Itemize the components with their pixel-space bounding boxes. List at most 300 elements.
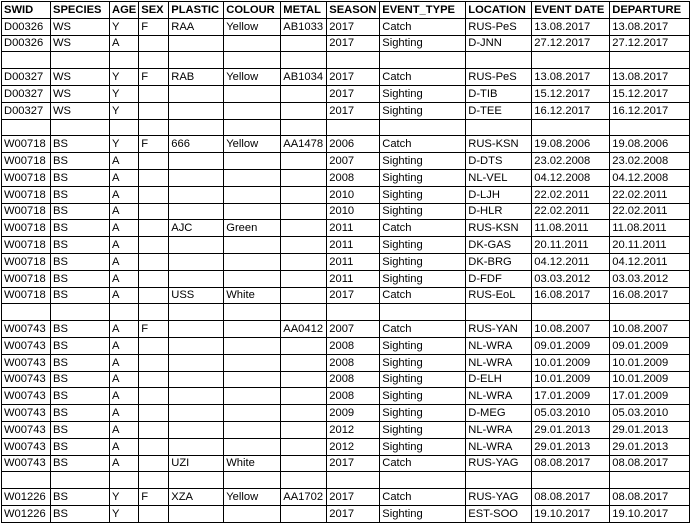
table-row bbox=[2, 455, 690, 472]
cell-metal bbox=[281, 505, 327, 522]
cell-season: 2011 bbox=[327, 220, 380, 237]
cell-age: A bbox=[110, 253, 139, 270]
cell-location: RUS-PeS bbox=[466, 18, 532, 35]
cell-age: Y bbox=[110, 18, 139, 35]
cell-age: Y bbox=[110, 489, 139, 506]
cell-swid: W00743 bbox=[2, 405, 51, 422]
cell-event-type: Sighting bbox=[380, 371, 466, 388]
cell-event-type bbox=[380, 52, 466, 69]
cell-departure: 29.01.2013 bbox=[610, 438, 690, 455]
cell-plastic bbox=[169, 102, 224, 119]
cell-age: A bbox=[110, 153, 139, 170]
cell-species: BS bbox=[51, 455, 110, 472]
cell-plastic bbox=[169, 354, 224, 371]
cell-departure bbox=[610, 119, 690, 136]
cell-location: D-DTS bbox=[466, 153, 532, 170]
cell-season bbox=[327, 119, 380, 136]
cell-departure: 03.03.2012 bbox=[610, 270, 690, 287]
cell-departure: 22.02.2011 bbox=[610, 186, 690, 203]
cell-location: D-FDF bbox=[466, 270, 532, 287]
table-row bbox=[2, 405, 690, 422]
cell-metal bbox=[281, 153, 327, 170]
column-header-departure: DEPARTURE bbox=[610, 2, 690, 19]
cell-species: WS bbox=[51, 69, 110, 86]
cell-season: 2017 bbox=[327, 18, 380, 35]
cell-season: 2017 bbox=[327, 505, 380, 522]
column-header-location: LOCATION bbox=[466, 2, 532, 19]
cell-colour: Yellow bbox=[224, 136, 281, 153]
cell-season: 2017 bbox=[327, 69, 380, 86]
cell-metal bbox=[281, 52, 327, 69]
cell-location bbox=[466, 119, 532, 136]
cell-age: Y bbox=[110, 102, 139, 119]
cell-swid: W00718 bbox=[2, 270, 51, 287]
cell-plastic: XZA bbox=[169, 489, 224, 506]
cell-location: NL-WRA bbox=[466, 354, 532, 371]
cell-plastic bbox=[169, 35, 224, 52]
cell-plastic: USS bbox=[169, 287, 224, 304]
cell-species: BS bbox=[51, 186, 110, 203]
cell-sex bbox=[139, 388, 169, 405]
column-header-age: AGE bbox=[110, 2, 139, 19]
table-row bbox=[2, 287, 690, 304]
cell-departure: 13.08.2017 bbox=[610, 69, 690, 86]
column-header-metal: METAL bbox=[281, 2, 327, 19]
cell-departure: 17.01.2009 bbox=[610, 388, 690, 405]
cell-colour bbox=[224, 102, 281, 119]
cell-plastic bbox=[169, 371, 224, 388]
cell-species bbox=[51, 304, 110, 321]
cell-event-type: Sighting bbox=[380, 203, 466, 220]
table-row bbox=[2, 69, 690, 86]
table-row bbox=[2, 102, 690, 119]
cell-event-date: 23.02.2008 bbox=[532, 153, 610, 170]
records-table bbox=[1, 1, 690, 523]
cell-departure bbox=[610, 472, 690, 489]
cell-season: 2008 bbox=[327, 388, 380, 405]
cell-departure: 10.01.2009 bbox=[610, 354, 690, 371]
cell-event-date: 20.11.2011 bbox=[532, 237, 610, 254]
cell-event-date bbox=[532, 472, 610, 489]
cell-metal bbox=[281, 270, 327, 287]
cell-departure: 19.10.2017 bbox=[610, 505, 690, 522]
cell-event-type: Sighting bbox=[380, 153, 466, 170]
cell-location: EST-SOO bbox=[466, 505, 532, 522]
cell-location bbox=[466, 472, 532, 489]
cell-plastic bbox=[169, 119, 224, 136]
column-header-swid: SWID bbox=[2, 2, 51, 19]
cell-event-date: 16.08.2017 bbox=[532, 287, 610, 304]
cell-age: A bbox=[110, 321, 139, 338]
cell-plastic bbox=[169, 421, 224, 438]
table-row bbox=[2, 270, 690, 287]
table-row bbox=[2, 253, 690, 270]
header-row bbox=[2, 2, 690, 19]
cell-colour bbox=[224, 237, 281, 254]
cell-species: BS bbox=[51, 421, 110, 438]
cell-sex bbox=[139, 438, 169, 455]
cell-event-type: Catch bbox=[380, 136, 466, 153]
cell-colour bbox=[224, 35, 281, 52]
cell-sex bbox=[139, 405, 169, 422]
cell-sex bbox=[139, 505, 169, 522]
cell-species: BS bbox=[51, 270, 110, 287]
cell-species: BS bbox=[51, 438, 110, 455]
cell-departure: 11.08.2011 bbox=[610, 220, 690, 237]
cell-season: 2017 bbox=[327, 85, 380, 102]
cell-age: A bbox=[110, 337, 139, 354]
cell-metal: AB1033 bbox=[281, 18, 327, 35]
cell-colour: Yellow bbox=[224, 489, 281, 506]
cell-plastic bbox=[169, 321, 224, 338]
cell-plastic: AJC bbox=[169, 220, 224, 237]
cell-age: A bbox=[110, 203, 139, 220]
cell-event-date: 22.02.2011 bbox=[532, 203, 610, 220]
cell-event-date bbox=[532, 52, 610, 69]
table-row bbox=[2, 169, 690, 186]
cell-plastic bbox=[169, 405, 224, 422]
cell-season: 2017 bbox=[327, 455, 380, 472]
cell-event-date: 05.03.2010 bbox=[532, 405, 610, 422]
cell-plastic bbox=[169, 85, 224, 102]
cell-sex bbox=[139, 472, 169, 489]
cell-event-date: 09.01.2009 bbox=[532, 337, 610, 354]
cell-sex bbox=[139, 119, 169, 136]
cell-sex bbox=[139, 337, 169, 354]
cell-season: 2008 bbox=[327, 337, 380, 354]
cell-plastic bbox=[169, 253, 224, 270]
cell-event-date: 10.01.2009 bbox=[532, 354, 610, 371]
cell-metal bbox=[281, 287, 327, 304]
spacer-row bbox=[2, 52, 690, 69]
cell-colour: Yellow bbox=[224, 69, 281, 86]
cell-age bbox=[110, 304, 139, 321]
cell-plastic bbox=[169, 505, 224, 522]
cell-metal bbox=[281, 237, 327, 254]
cell-sex bbox=[139, 253, 169, 270]
cell-location: RUS-YAN bbox=[466, 321, 532, 338]
cell-sex: F bbox=[139, 489, 169, 506]
cell-event-type bbox=[380, 119, 466, 136]
cell-event-type: Sighting bbox=[380, 438, 466, 455]
cell-age: Y bbox=[110, 505, 139, 522]
cell-swid: W00743 bbox=[2, 321, 51, 338]
cell-location: NL-WRA bbox=[466, 388, 532, 405]
cell-event-date: 08.08.2017 bbox=[532, 455, 610, 472]
cell-metal bbox=[281, 253, 327, 270]
cell-location: D-HLR bbox=[466, 203, 532, 220]
cell-species: BS bbox=[51, 371, 110, 388]
cell-age bbox=[110, 472, 139, 489]
cell-swid bbox=[2, 304, 51, 321]
cell-event-type bbox=[380, 472, 466, 489]
cell-swid: W00718 bbox=[2, 203, 51, 220]
cell-event-type: Catch bbox=[380, 489, 466, 506]
cell-metal: AA1702 bbox=[281, 489, 327, 506]
cell-sex bbox=[139, 287, 169, 304]
column-header-species: SPECIES bbox=[51, 2, 110, 19]
cell-event-type: Sighting bbox=[380, 169, 466, 186]
cell-season: 2017 bbox=[327, 287, 380, 304]
cell-season: 2008 bbox=[327, 169, 380, 186]
cell-swid: W00743 bbox=[2, 337, 51, 354]
column-header-event-type: EVENT_TYPE bbox=[380, 2, 466, 19]
cell-sex bbox=[139, 169, 169, 186]
cell-swid: W00718 bbox=[2, 287, 51, 304]
cell-age: Y bbox=[110, 69, 139, 86]
cell-sex: F bbox=[139, 136, 169, 153]
table-row bbox=[2, 220, 690, 237]
cell-location: RUS-YAG bbox=[466, 455, 532, 472]
cell-swid: D00327 bbox=[2, 102, 51, 119]
table-row bbox=[2, 203, 690, 220]
cell-swid: D00327 bbox=[2, 85, 51, 102]
cell-season: 2011 bbox=[327, 237, 380, 254]
cell-event-type: Sighting bbox=[380, 505, 466, 522]
cell-swid: W00743 bbox=[2, 388, 51, 405]
cell-departure: 20.11.2011 bbox=[610, 237, 690, 254]
cell-season: 2011 bbox=[327, 253, 380, 270]
cell-event-date: 17.01.2009 bbox=[532, 388, 610, 405]
cell-event-type: Catch bbox=[380, 287, 466, 304]
column-header-event-date: EVENT DATE bbox=[532, 2, 610, 19]
spacer-row bbox=[2, 119, 690, 136]
table-row bbox=[2, 237, 690, 254]
cell-metal bbox=[281, 472, 327, 489]
cell-location: D-MEG bbox=[466, 405, 532, 422]
cell-season: 2011 bbox=[327, 270, 380, 287]
cell-event-type: Sighting bbox=[380, 337, 466, 354]
cell-location: NL-VEL bbox=[466, 169, 532, 186]
cell-colour: Yellow bbox=[224, 18, 281, 35]
cell-species: BS bbox=[51, 354, 110, 371]
cell-swid: W00743 bbox=[2, 438, 51, 455]
cell-colour bbox=[224, 304, 281, 321]
cell-species: WS bbox=[51, 102, 110, 119]
cell-sex bbox=[139, 35, 169, 52]
cell-departure: 09.01.2009 bbox=[610, 337, 690, 354]
cell-event-date: 15.12.2017 bbox=[532, 85, 610, 102]
cell-age: A bbox=[110, 220, 139, 237]
cell-sex bbox=[139, 421, 169, 438]
cell-species: BS bbox=[51, 489, 110, 506]
cell-species: BS bbox=[51, 337, 110, 354]
cell-sex bbox=[139, 270, 169, 287]
cell-event-date: 22.02.2011 bbox=[532, 186, 610, 203]
cell-colour bbox=[224, 253, 281, 270]
cell-departure: 16.12.2017 bbox=[610, 102, 690, 119]
cell-season: 2007 bbox=[327, 321, 380, 338]
cell-metal bbox=[281, 371, 327, 388]
cell-species: BS bbox=[51, 321, 110, 338]
cell-swid: W00743 bbox=[2, 455, 51, 472]
cell-event-type: Sighting bbox=[380, 85, 466, 102]
cell-departure: 27.12.2017 bbox=[610, 35, 690, 52]
cell-species: BS bbox=[51, 505, 110, 522]
cell-event-date: 13.08.2017 bbox=[532, 69, 610, 86]
cell-swid bbox=[2, 472, 51, 489]
cell-species: BS bbox=[51, 136, 110, 153]
cell-location bbox=[466, 304, 532, 321]
cell-sex: F bbox=[139, 18, 169, 35]
cell-age: A bbox=[110, 270, 139, 287]
cell-location: DK-GAS bbox=[466, 237, 532, 254]
cell-species: BS bbox=[51, 253, 110, 270]
cell-departure: 16.08.2017 bbox=[610, 287, 690, 304]
cell-event-date: 19.08.2006 bbox=[532, 136, 610, 153]
cell-location: RUS-KSN bbox=[466, 136, 532, 153]
cell-colour bbox=[224, 438, 281, 455]
cell-plastic: RAA bbox=[169, 18, 224, 35]
cell-sex bbox=[139, 220, 169, 237]
cell-plastic bbox=[169, 169, 224, 186]
cell-metal bbox=[281, 337, 327, 354]
cell-location: RUS-PeS bbox=[466, 69, 532, 86]
cell-event-date: 29.01.2013 bbox=[532, 421, 610, 438]
cell-metal bbox=[281, 119, 327, 136]
cell-location: D-TEE bbox=[466, 102, 532, 119]
cell-age bbox=[110, 52, 139, 69]
cell-plastic: UZI bbox=[169, 455, 224, 472]
table-row bbox=[2, 18, 690, 35]
cell-swid: W00718 bbox=[2, 253, 51, 270]
cell-swid: W00718 bbox=[2, 153, 51, 170]
cell-swid: W00718 bbox=[2, 186, 51, 203]
cell-metal bbox=[281, 203, 327, 220]
cell-species: BS bbox=[51, 153, 110, 170]
cell-location: D-LJH bbox=[466, 186, 532, 203]
cell-colour bbox=[224, 85, 281, 102]
cell-species: BS bbox=[51, 405, 110, 422]
cell-sex bbox=[139, 237, 169, 254]
cell-location: NL-WRA bbox=[466, 337, 532, 354]
cell-age: A bbox=[110, 405, 139, 422]
cell-sex bbox=[139, 153, 169, 170]
cell-metal bbox=[281, 186, 327, 203]
cell-colour: White bbox=[224, 287, 281, 304]
cell-species bbox=[51, 472, 110, 489]
cell-event-type: Sighting bbox=[380, 421, 466, 438]
spacer-row bbox=[2, 304, 690, 321]
cell-metal bbox=[281, 102, 327, 119]
cell-plastic bbox=[169, 337, 224, 354]
cell-season: 2008 bbox=[327, 371, 380, 388]
cell-location: RUS-EoL bbox=[466, 287, 532, 304]
cell-plastic bbox=[169, 52, 224, 69]
cell-colour bbox=[224, 270, 281, 287]
cell-metal bbox=[281, 85, 327, 102]
cell-season: 2012 bbox=[327, 438, 380, 455]
cell-event-date: 10.08.2007 bbox=[532, 321, 610, 338]
cell-swid: D00326 bbox=[2, 18, 51, 35]
cell-metal bbox=[281, 438, 327, 455]
cell-event-date: 10.01.2009 bbox=[532, 371, 610, 388]
cell-season bbox=[327, 304, 380, 321]
table-row bbox=[2, 354, 690, 371]
cell-season bbox=[327, 472, 380, 489]
table-row bbox=[2, 438, 690, 455]
cell-departure: 23.02.2008 bbox=[610, 153, 690, 170]
cell-sex: F bbox=[139, 69, 169, 86]
cell-metal: AA0412 bbox=[281, 321, 327, 338]
cell-plastic bbox=[169, 186, 224, 203]
cell-sex bbox=[139, 102, 169, 119]
cell-metal bbox=[281, 388, 327, 405]
cell-colour bbox=[224, 505, 281, 522]
cell-metal bbox=[281, 304, 327, 321]
cell-event-type: Catch bbox=[380, 69, 466, 86]
cell-colour bbox=[224, 52, 281, 69]
cell-age: Y bbox=[110, 136, 139, 153]
table-row bbox=[2, 85, 690, 102]
table-row bbox=[2, 186, 690, 203]
cell-swid: W01226 bbox=[2, 489, 51, 506]
table-row bbox=[2, 136, 690, 153]
table-row bbox=[2, 321, 690, 338]
cell-swid: W00718 bbox=[2, 169, 51, 186]
cell-colour bbox=[224, 388, 281, 405]
cell-departure: 04.12.2008 bbox=[610, 169, 690, 186]
cell-age: A bbox=[110, 186, 139, 203]
cell-colour bbox=[224, 169, 281, 186]
cell-departure: 04.12.2011 bbox=[610, 253, 690, 270]
cell-event-date: 04.12.2011 bbox=[532, 253, 610, 270]
cell-sex bbox=[139, 371, 169, 388]
cell-plastic bbox=[169, 472, 224, 489]
cell-sex bbox=[139, 85, 169, 102]
cell-departure bbox=[610, 304, 690, 321]
cell-age: A bbox=[110, 388, 139, 405]
cell-departure: 13.08.2017 bbox=[610, 18, 690, 35]
cell-departure: 15.12.2017 bbox=[610, 85, 690, 102]
cell-departure: 19.08.2006 bbox=[610, 136, 690, 153]
cell-swid bbox=[2, 52, 51, 69]
column-header-colour: COLOUR bbox=[224, 2, 281, 19]
cell-swid: D00327 bbox=[2, 69, 51, 86]
cell-colour bbox=[224, 472, 281, 489]
cell-plastic bbox=[169, 270, 224, 287]
cell-colour bbox=[224, 421, 281, 438]
cell-season: 2009 bbox=[327, 405, 380, 422]
cell-event-date: 08.08.2017 bbox=[532, 489, 610, 506]
cell-colour bbox=[224, 203, 281, 220]
cell-age: Y bbox=[110, 85, 139, 102]
cell-sex bbox=[139, 304, 169, 321]
cell-departure: 08.08.2017 bbox=[610, 455, 690, 472]
cell-event-type: Catch bbox=[380, 18, 466, 35]
cell-swid: W01226 bbox=[2, 505, 51, 522]
cell-location bbox=[466, 52, 532, 69]
cell-plastic bbox=[169, 388, 224, 405]
cell-colour bbox=[224, 186, 281, 203]
cell-event-type: Sighting bbox=[380, 186, 466, 203]
cell-age: A bbox=[110, 438, 139, 455]
cell-sex bbox=[139, 203, 169, 220]
spacer-row bbox=[2, 472, 690, 489]
cell-plastic: 666 bbox=[169, 136, 224, 153]
cell-swid: W00743 bbox=[2, 421, 51, 438]
cell-sex: F bbox=[139, 321, 169, 338]
cell-colour bbox=[224, 337, 281, 354]
cell-event-type: Sighting bbox=[380, 35, 466, 52]
cell-species: BS bbox=[51, 169, 110, 186]
column-header-plastic: PLASTIC bbox=[169, 2, 224, 19]
cell-swid: W00743 bbox=[2, 354, 51, 371]
cell-species: BS bbox=[51, 203, 110, 220]
cell-season bbox=[327, 52, 380, 69]
table-row bbox=[2, 153, 690, 170]
cell-event-date: 11.08.2011 bbox=[532, 220, 610, 237]
